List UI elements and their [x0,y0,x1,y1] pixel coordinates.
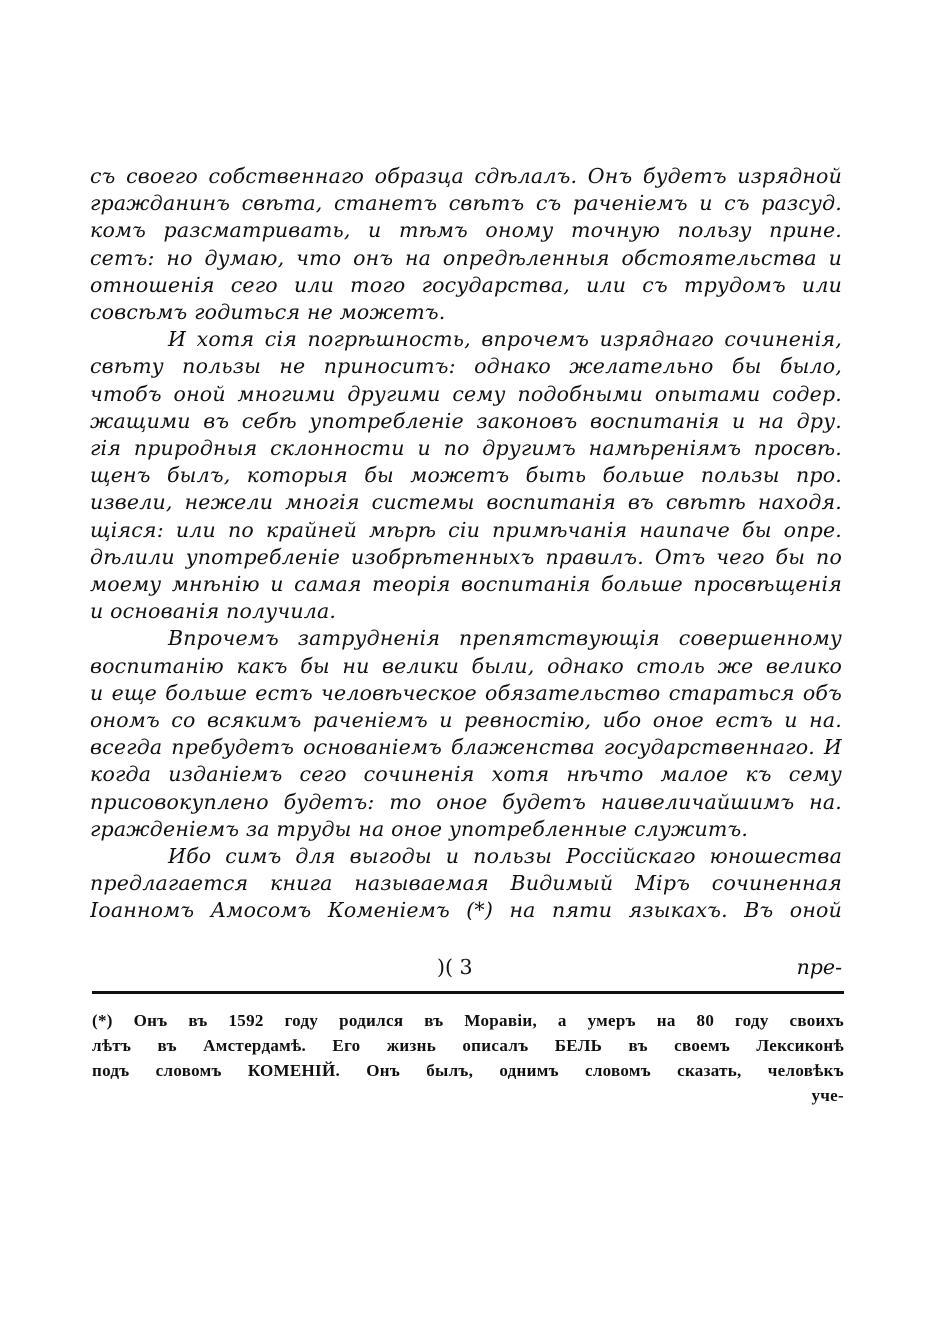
text-line: свѣту пользы не приноситъ: однако желательно бы было, [90,354,842,379]
footnote-line: подъ словомъ КОМЕНІЙ. Онъ былъ, однимъ словомъ сказать, человѣкъ [92,1061,844,1080]
text-line: и основанія получила. [90,599,337,624]
footnote [92,1008,844,1108]
text-line: моему мнѣнію и самая теорія воспитанія больше просвѣщенія [90,572,842,597]
text-line: сетъ: но думаю, что онъ на опредѣленныя обстоятельства и [90,245,842,270]
page-footer [90,955,842,985]
signature-mark: )( 3 [437,955,473,979]
text-line: всегда пребудетъ основаніемъ блаженства государственнаго. И [90,735,842,760]
footnote-line: лѣтъ въ Амстердамѣ. Его жизнь описалъ БЕЛЬ въ своемъ Лексиконѣ [92,1036,844,1055]
text-line: Ибо симъ для выгоды и пользы Россійскаго юношества [168,844,842,869]
footnote-divider [92,991,844,994]
text-line: И хотя сія погрѣшность, впрочемъ изряднаго сочиненія, [168,327,842,352]
footnote-line: (*) Онъ въ 1592 году родился въ Моравіи, а умеръ на 80 году своихъ [92,1011,844,1030]
paragraph-1 [90,163,842,326]
text-line: жащими въ себѣ употребленіе законовъ воспитанія и на дру. [90,408,842,433]
text-line: воспитанію какъ бы ни велики были, однако столь же велико [90,653,842,678]
text-line: Іоанномъ Амосомъ Коменіемъ (*) на пяти языкахъ. Въ оной [90,898,842,923]
main-text [90,163,842,925]
catchword: пре- [796,955,842,979]
text-line: предлагается книга называемая Видимый Міръ сочиненная [90,871,842,896]
text-line: гражденіемъ за труды на оное употребленные служитъ. [90,816,749,841]
text-line: Впрочемъ затрудненія препятствующія совершенному [168,626,842,651]
text-line: дѣлили употребленіе изобрѣтенныхъ правилъ. Отъ чего бы по [90,544,842,569]
text-line: совсѣмъ годиться не можетъ. [90,300,446,325]
paragraph-4 [90,843,842,925]
text-line: отношенія сего или того государства, или съ трудомъ или [90,272,842,297]
text-line: ономъ со всякимъ раченіемъ и ревностію, ибо оное естъ и на. [90,708,842,733]
text-line: чтобъ оной многими другими сему подобными опытами содер. [90,381,842,406]
paragraph-2 [90,326,842,625]
text-line: щенъ былъ, которыя бы можетъ быть больше пользы про. [90,463,842,488]
text-line: щіяся: или по крайней мѣрѣ сіи примѣчанія наипаче бы опре. [90,517,842,542]
text-line: извели, нежели многія системы воспитанія въ свѣтѣ находя. [90,490,842,515]
text-line: комъ разсматривать, и тѣмъ оному точную пользу прине. [90,218,842,243]
footnote-catchword: уче- [811,1086,844,1105]
text-line: присовокуплено будетъ: то оное будетъ наивеличайшимъ на. [90,789,842,814]
text-line: и еще больше естъ человѣческое обязательство стараться объ [90,680,842,705]
text-line: гражданинъ свѣта, станетъ свѣтъ съ раченіемъ и съ разсуд. [90,191,842,216]
text-line: когда изданіемъ сего сочиненія хотя нѣчто малое къ сему [90,762,842,787]
text-line: съ своего собственнаго образца сдѣлалъ. Онъ будетъ изрядной [90,164,842,188]
text-line: гія природныя склонности и по другимъ намѣреніямъ просвѣ. [90,436,842,461]
paragraph-3 [90,625,842,843]
